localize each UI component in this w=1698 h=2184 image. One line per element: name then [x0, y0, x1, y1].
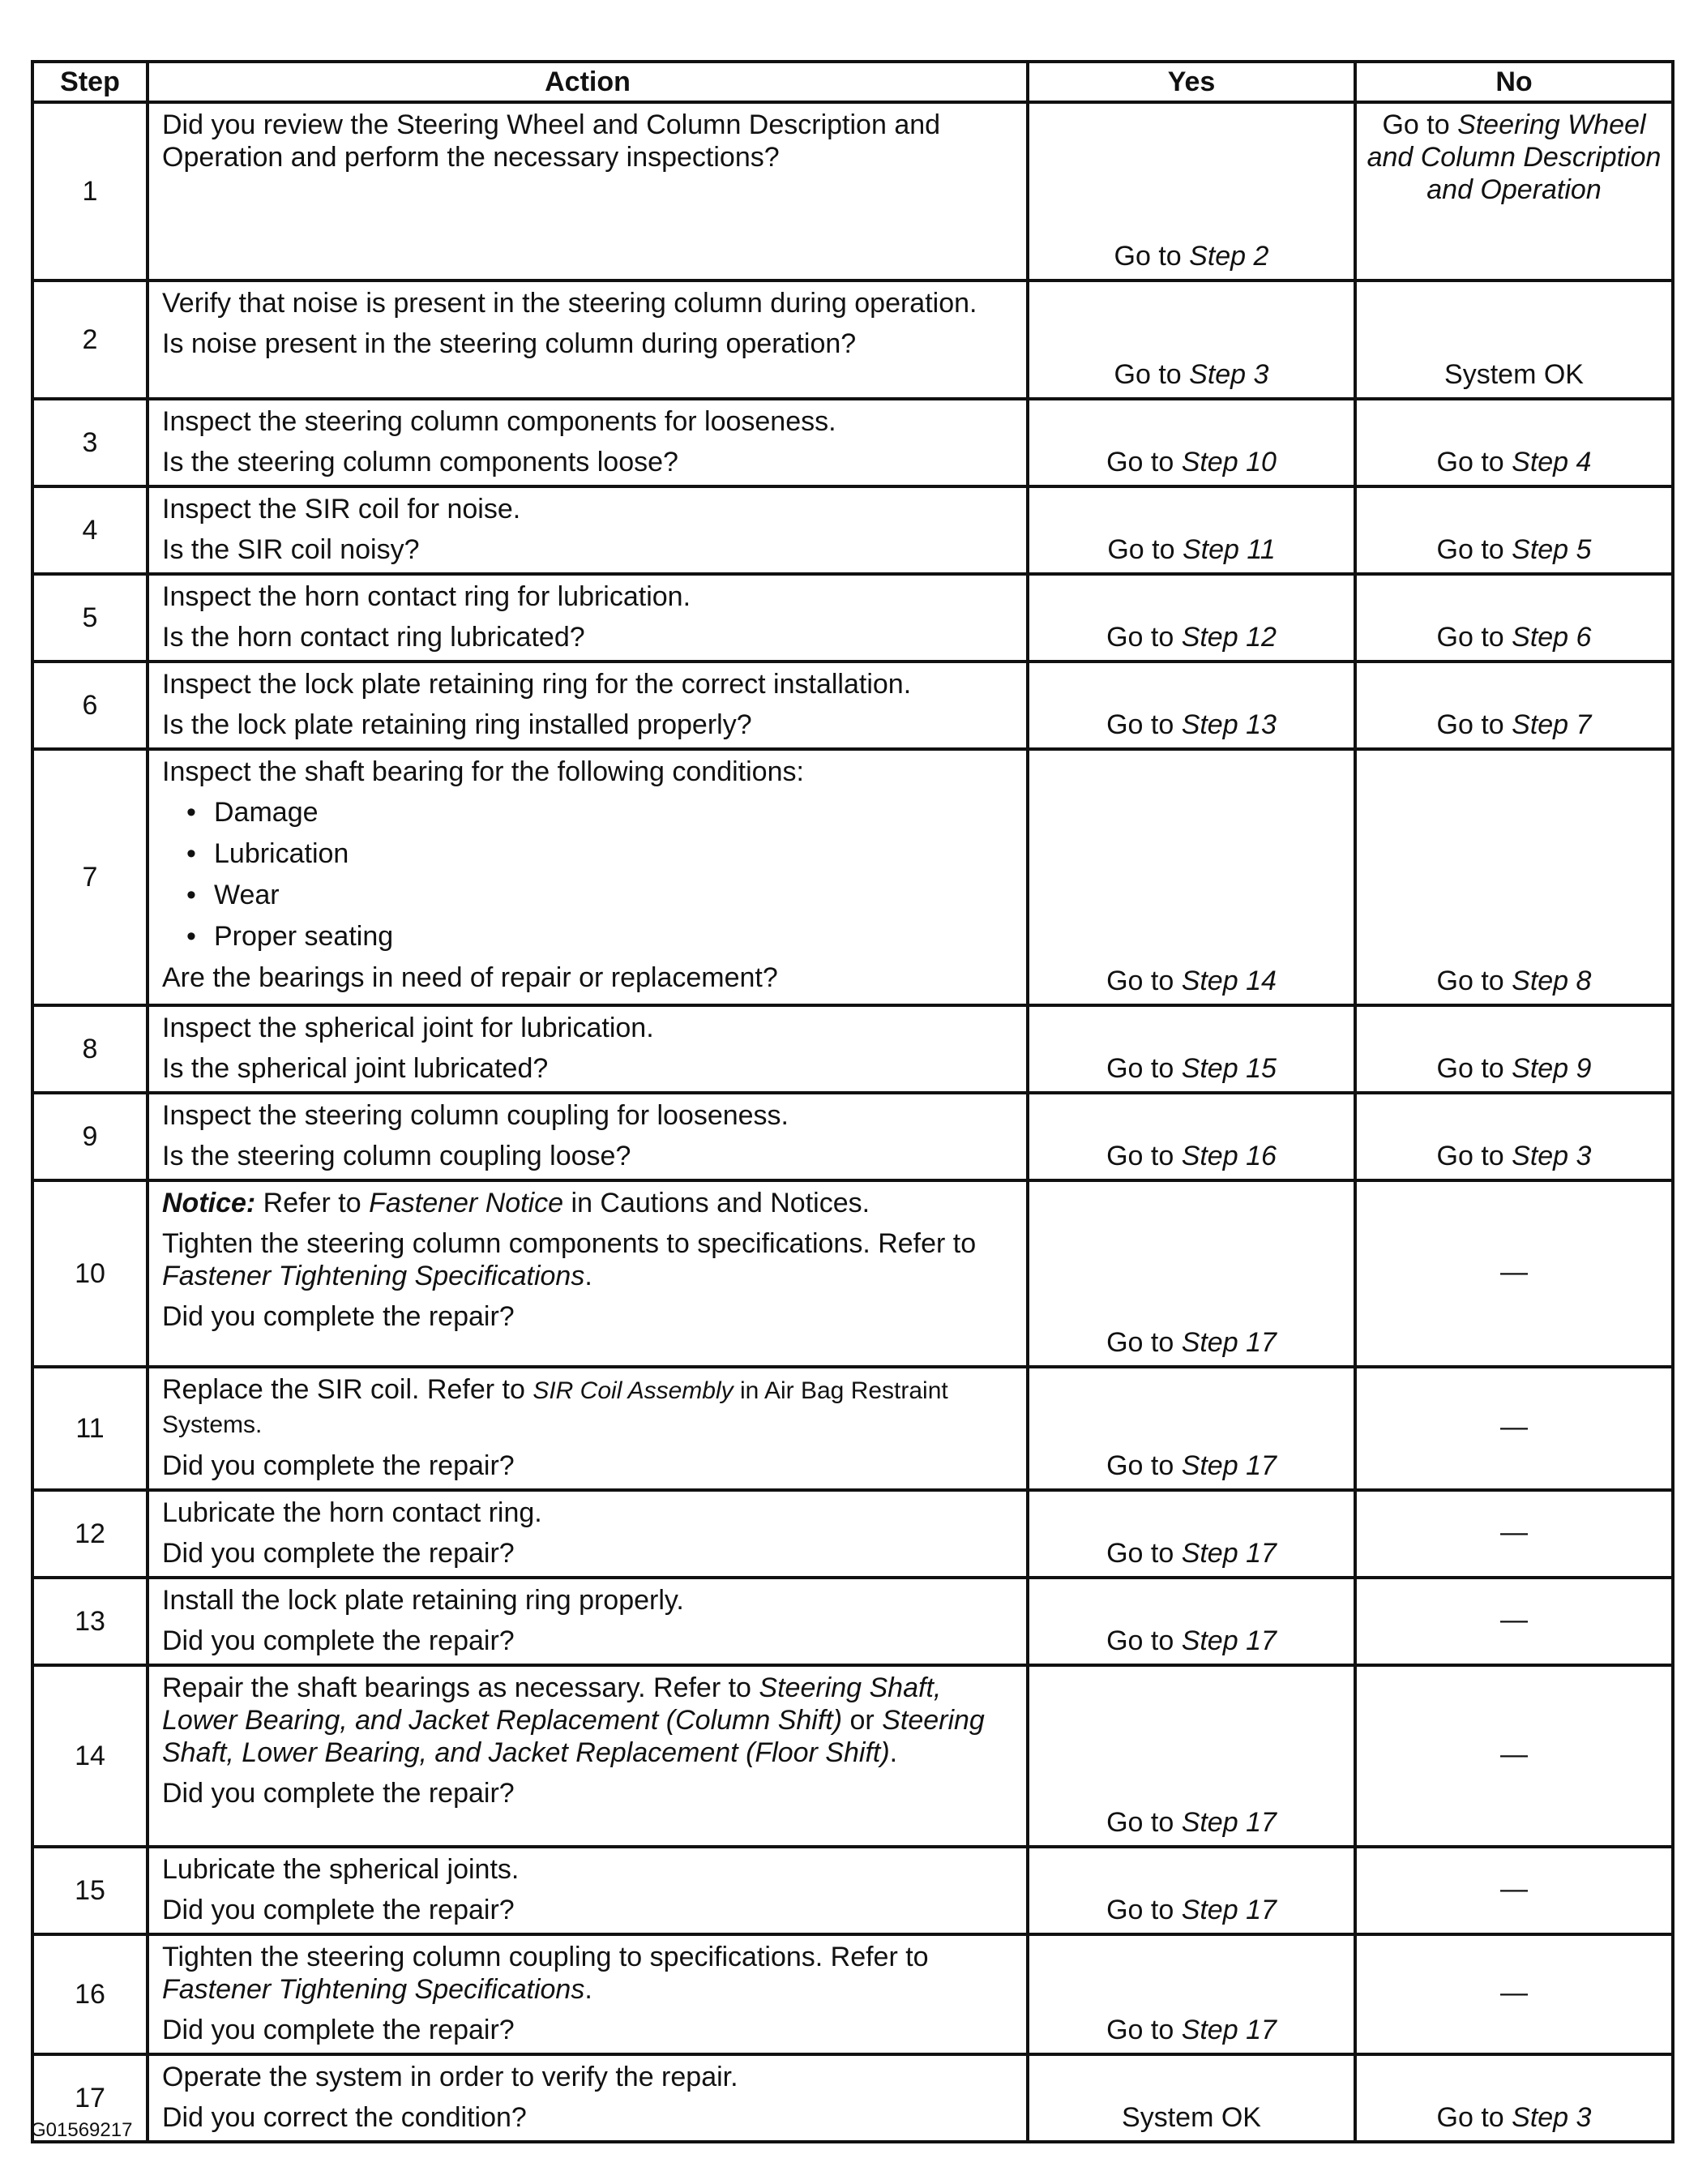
no-prefix: Go to	[1436, 622, 1512, 653]
yes-cell	[1028, 1847, 1355, 1934]
action-text	[162, 1672, 1013, 1769]
bullet-icon: •	[186, 880, 196, 910]
yes-step-link[interactable]: Step 2	[1189, 241, 1269, 272]
notice-text	[162, 1187, 1013, 1219]
header-step: Step	[32, 62, 148, 102]
step-number: 17	[32, 2054, 148, 2142]
no-cell	[1355, 1578, 1673, 1665]
step-number: 1	[32, 102, 148, 280]
yes-prefix: Go to	[1106, 1141, 1182, 1171]
action-question: Is the lock plate retaining ring installed properly?	[162, 709, 752, 740]
yes-prefix: Go to	[1106, 1327, 1182, 1358]
action-text: Inspect the steering column coupling for looseness.	[162, 1100, 789, 1131]
action-cell	[148, 1180, 1028, 1367]
yes-cell	[1028, 574, 1355, 662]
yes-cell	[1028, 1934, 1355, 2054]
table-row	[32, 749, 1673, 1005]
no-cell	[1355, 1934, 1673, 2054]
yes-prefix: Go to	[1114, 241, 1190, 272]
action-cell	[148, 1578, 1028, 1665]
diagnostic-table-container	[31, 60, 1671, 2143]
yes-cell	[1028, 399, 1355, 486]
table-row	[32, 280, 1673, 399]
no-prefix: Go to	[1436, 1141, 1512, 1171]
yes-prefix: Go to	[1114, 359, 1190, 390]
figure-code: G01569217	[31, 2119, 133, 2141]
yes-cell	[1028, 280, 1355, 399]
action-cell	[148, 2054, 1028, 2142]
yes-step-link[interactable]: Step 12	[1181, 622, 1277, 653]
yes-prefix: Go to	[1106, 447, 1182, 477]
yes-prefix: Go to	[1106, 1807, 1182, 1838]
step-number: 16	[32, 1934, 148, 2054]
yes-prefix: Go to	[1106, 2015, 1182, 2045]
yes-prefix: Go to	[1106, 1053, 1182, 1084]
floor-shift-link[interactable]: Steering Shaft, Lower Bearing, and Jacket Replacement (Floor Shift)	[162, 1705, 985, 1768]
action-text	[162, 1941, 1013, 2006]
no-step-link[interactable]: Step 6	[1512, 622, 1592, 653]
action-question: Is the spherical joint lubricated?	[162, 1053, 549, 1084]
no-result: System OK	[1444, 359, 1584, 390]
no-step-link[interactable]: Step 3	[1512, 1141, 1592, 1171]
action-text: Inspect the shaft bearing for the following conditions:	[162, 756, 804, 787]
step-number: 14	[32, 1665, 148, 1847]
no-step-link[interactable]: Step 4	[1512, 447, 1592, 477]
table-row	[32, 102, 1673, 280]
yes-cell	[1028, 1180, 1355, 1367]
no-dash: —	[1500, 1411, 1528, 1442]
notice-label: Notice:	[162, 1188, 256, 1218]
no-prefix: Go to	[1436, 709, 1512, 740]
yes-cell	[1028, 102, 1355, 280]
step-number: 2	[32, 280, 148, 399]
no-step-link[interactable]: Step 8	[1512, 966, 1592, 996]
table-row	[32, 1180, 1673, 1367]
yes-step-link[interactable]: Step 17	[1181, 2015, 1277, 2045]
yes-step-link[interactable]: Step 17	[1181, 1625, 1277, 1656]
table-row	[32, 1665, 1673, 1847]
list-item	[186, 920, 1013, 953]
header-yes: Yes	[1028, 62, 1355, 102]
yes-prefix: Go to	[1106, 1450, 1182, 1481]
action-cell	[148, 1665, 1028, 1847]
action-question: Did you correct the condition?	[162, 2102, 527, 2133]
step-number: 8	[32, 1005, 148, 1093]
table-row	[32, 2054, 1673, 2142]
action-question: Did you complete the repair?	[162, 1778, 515, 1809]
list-item	[186, 837, 1013, 870]
action-text-prefix: Replace the SIR coil. Refer to	[162, 1374, 533, 1405]
yes-step-link[interactable]: Step 17	[1181, 1895, 1277, 1925]
yes-step-link[interactable]: Step 17	[1181, 1450, 1277, 1481]
action-text: Lubricate the spherical joints.	[162, 1854, 520, 1885]
action-text-suffix: in Air Bag Restraint Systems.	[162, 1377, 948, 1438]
yes-step-link[interactable]: Step 11	[1182, 534, 1276, 565]
condition-text: Lubrication	[214, 838, 349, 869]
table-row	[32, 1005, 1673, 1093]
no-cell	[1355, 662, 1673, 749]
yes-prefix: Go to	[1106, 709, 1182, 740]
fastener-notice-link[interactable]: Fastener Notice	[369, 1188, 564, 1218]
action-cell	[148, 102, 1028, 280]
action-text	[162, 1227, 1013, 1292]
no-step-link[interactable]: Step 9	[1512, 1053, 1592, 1084]
action-question: Did you complete the repair?	[162, 1301, 515, 1332]
yes-result: System OK	[1122, 2102, 1261, 2133]
no-cell	[1355, 280, 1673, 399]
action-cell	[148, 280, 1028, 399]
no-cell	[1355, 1093, 1673, 1180]
notice-suffix: in Cautions and Notices.	[563, 1188, 870, 1218]
action-cell	[148, 1490, 1028, 1578]
table-row	[32, 1578, 1673, 1665]
no-doc-link[interactable]: Steering Wheel and Column Description and Operation	[1367, 109, 1662, 205]
no-dash: —	[1500, 1604, 1528, 1635]
yes-step-link[interactable]: Step 13	[1181, 709, 1277, 740]
notice-prefix: Refer to	[255, 1188, 370, 1218]
yes-prefix: Go to	[1106, 1895, 1182, 1925]
no-step-link[interactable]: Step 5	[1512, 534, 1592, 565]
yes-step-link[interactable]: Step 15	[1181, 1053, 1277, 1084]
yes-cell	[1028, 662, 1355, 749]
action-text: Inspect the SIR coil for noise.	[162, 494, 521, 525]
bullet-icon: •	[186, 838, 196, 869]
bullet-icon: •	[186, 921, 196, 952]
yes-step-link[interactable]: Step 10	[1181, 447, 1277, 477]
condition-list	[162, 796, 1013, 953]
no-cell	[1355, 1490, 1673, 1578]
no-cell	[1355, 1665, 1673, 1847]
table-row	[32, 1490, 1673, 1578]
action-cell	[148, 486, 1028, 574]
action-cell	[148, 662, 1028, 749]
yes-cell	[1028, 1490, 1355, 1578]
action-cell	[148, 1093, 1028, 1180]
action-question: Did you complete the repair?	[162, 1625, 515, 1656]
no-prefix: Go to	[1436, 966, 1512, 996]
header-no: No	[1355, 62, 1673, 102]
list-item	[186, 879, 1013, 911]
table-row	[32, 574, 1673, 662]
yes-step-link[interactable]: Step 14	[1181, 966, 1277, 996]
no-dash: —	[1500, 1739, 1528, 1770]
no-cell	[1355, 486, 1673, 574]
yes-prefix: Go to	[1106, 1538, 1182, 1569]
yes-cell	[1028, 486, 1355, 574]
diagnostic-table	[31, 60, 1674, 2143]
no-step-link[interactable]: Step 7	[1512, 709, 1592, 740]
no-prefix: Go to	[1436, 2102, 1512, 2133]
step-number: 3	[32, 399, 148, 486]
yes-step-link[interactable]: Step 17	[1181, 1538, 1277, 1569]
action-text: Inspect the spherical joint for lubrication.	[162, 1013, 654, 1043]
header-row	[32, 62, 1673, 102]
yes-step-link[interactable]: Step 17	[1181, 1807, 1277, 1838]
no-dash: —	[1500, 1874, 1528, 1904]
table-row	[32, 1934, 1673, 2054]
yes-prefix: Go to	[1106, 1625, 1182, 1656]
condition-text: Damage	[214, 797, 319, 828]
action-text: Inspect the horn contact ring for lubrication.	[162, 581, 691, 612]
no-cell	[1355, 1180, 1673, 1367]
yes-prefix: Go to	[1106, 622, 1182, 653]
step-number: 13	[32, 1578, 148, 1665]
action-question: Is the SIR coil noisy?	[162, 534, 420, 565]
action-text-middle: or	[842, 1705, 883, 1736]
no-cell	[1355, 1367, 1673, 1490]
yes-step-link[interactable]: Step 16	[1181, 1141, 1277, 1171]
yes-step-link[interactable]: Step 3	[1189, 359, 1269, 390]
column-shift-link[interactable]: Steering Shaft, Lower Bearing, and Jacket Replacement (Column Shift)	[162, 1672, 942, 1736]
action-text: Verify that noise is present in the steering column during operation.	[162, 288, 977, 319]
no-cell	[1355, 1005, 1673, 1093]
table-row	[32, 486, 1673, 574]
step-number: 5	[32, 574, 148, 662]
no-prefix: Go to	[1436, 447, 1512, 477]
yes-cell	[1028, 1665, 1355, 1847]
action-cell	[148, 749, 1028, 1005]
action-text-prefix: Tighten the steering column components to specifications. Refer to	[162, 1228, 977, 1259]
condition-text: Proper seating	[214, 921, 394, 952]
table-row	[32, 1367, 1673, 1490]
no-cell	[1355, 1847, 1673, 1934]
no-cell	[1355, 749, 1673, 1005]
step-number: 9	[32, 1093, 148, 1180]
action-cell	[148, 1847, 1028, 1934]
action-question: Is the steering column components loose?	[162, 447, 678, 477]
no-prefix: Go to	[1436, 534, 1512, 565]
action-text: Install the lock plate retaining ring properly.	[162, 1585, 684, 1616]
step-number: 7	[32, 749, 148, 1005]
no-dash: —	[1500, 1257, 1528, 1287]
action-question: Is the horn contact ring lubricated?	[162, 622, 585, 653]
no-cell	[1355, 102, 1673, 280]
action-question: Did you complete the repair?	[162, 1895, 515, 1925]
no-cell	[1355, 574, 1673, 662]
step-number: 10	[32, 1180, 148, 1367]
yes-cell	[1028, 1367, 1355, 1490]
action-text: Inspect the lock plate retaining ring for the correct installation.	[162, 669, 912, 700]
yes-cell	[1028, 1005, 1355, 1093]
step-number: 15	[32, 1847, 148, 1934]
action-cell	[148, 1934, 1028, 2054]
spec-link[interactable]: Fastener Tightening Specifications	[162, 1261, 585, 1291]
no-prefix: Go to	[1382, 109, 1458, 140]
yes-cell	[1028, 749, 1355, 1005]
no-cell	[1355, 2054, 1673, 2142]
spec-link[interactable]: Fastener Tightening Specifications	[162, 1974, 585, 2005]
step-number: 12	[32, 1490, 148, 1578]
yes-prefix: Go to	[1106, 966, 1182, 996]
condition-text: Wear	[214, 880, 280, 910]
bullet-icon: •	[186, 797, 196, 828]
step-number: 11	[32, 1367, 148, 1490]
action-cell	[148, 399, 1028, 486]
action-text: Inspect the steering column components for looseness.	[162, 406, 836, 437]
no-dash: —	[1500, 1977, 1528, 2008]
no-step-link[interactable]: Step 3	[1512, 2102, 1592, 2133]
action-text-suffix: .	[584, 1974, 592, 2005]
action-cell	[148, 574, 1028, 662]
action-text-prefix: Tighten the steering column coupling to specifications. Refer to	[162, 1942, 929, 1972]
action-text	[162, 1373, 1013, 1441]
table-row	[32, 399, 1673, 486]
header-action: Action	[148, 62, 1028, 102]
action-text-suffix: .	[889, 1737, 898, 1768]
list-item	[186, 796, 1013, 829]
yes-cell	[1028, 1093, 1355, 1180]
step-number: 6	[32, 662, 148, 749]
action-text: Lubricate the horn contact ring.	[162, 1497, 542, 1528]
no-cell	[1355, 399, 1673, 486]
table-row	[32, 1093, 1673, 1180]
action-question: Are the bearings in need of repair or replacement?	[162, 962, 778, 993]
table-row	[32, 1847, 1673, 1934]
action-question: Is the steering column coupling loose?	[162, 1141, 631, 1171]
yes-cell	[1028, 2054, 1355, 2142]
action-text-prefix: Repair the shaft bearings as necessary. Refer to	[162, 1672, 759, 1703]
no-prefix: Go to	[1436, 1053, 1512, 1084]
action-text: Operate the system in order to verify the repair.	[162, 2062, 738, 2092]
action-question: Is noise present in the steering column during operation?	[162, 328, 857, 359]
no-dash: —	[1500, 1517, 1528, 1548]
action-question: Did you complete the repair?	[162, 1538, 515, 1569]
action-question: Did you complete the repair?	[162, 1450, 515, 1481]
action-cell	[148, 1367, 1028, 1490]
yes-cell	[1028, 1578, 1355, 1665]
action-cell	[148, 1005, 1028, 1093]
table-row	[32, 662, 1673, 749]
step-number: 4	[32, 486, 148, 574]
yes-step-link[interactable]: Step 17	[1181, 1327, 1277, 1358]
sir-coil-link[interactable]: SIR Coil Assembly	[532, 1377, 734, 1404]
action-question: Did you complete the repair?	[162, 2015, 515, 2045]
action-text: Did you review the Steering Wheel and Column Description and Operation and perform the necessary inspections?	[162, 109, 941, 173]
action-text-suffix: .	[584, 1261, 592, 1291]
yes-prefix: Go to	[1107, 534, 1183, 565]
